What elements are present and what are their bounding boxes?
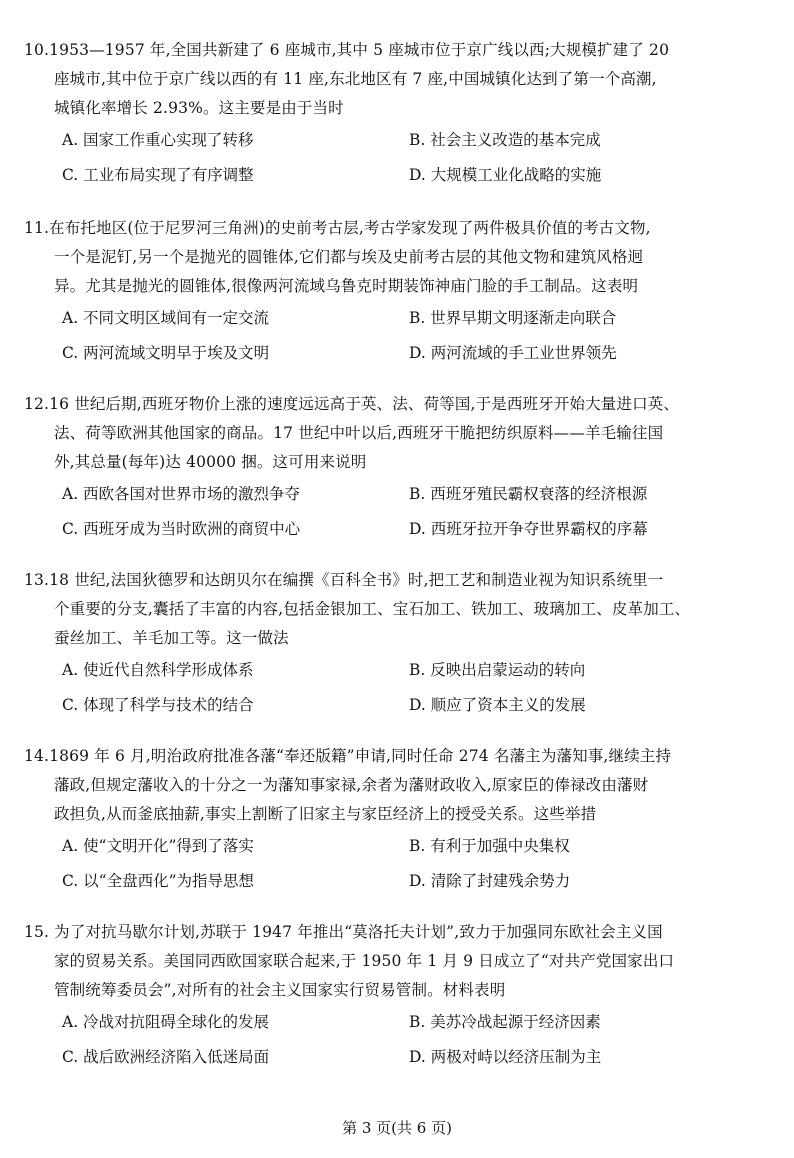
question-text-line: 政担负,从而釜底抽薪,事实上割断了旧家主与家臣经济上的授受关系。这些举措 bbox=[54, 805, 597, 823]
question-text-line: 11.在布托地区(位于尼罗河三角洲)的史前考古层,考古学家发现了两件极具价值的考古文物, bbox=[24, 219, 651, 237]
question-text-line: 13.18 世纪,法国狄德罗和达朗贝尔在编撰《百科全书》时,把工艺和制造业视为知识系统里一 bbox=[24, 571, 664, 589]
option-d[interactable]: D. 清除了封建残余势力 bbox=[409, 872, 571, 890]
question-14 bbox=[24, 742, 774, 898]
option-b[interactable]: B. 世界早期文明逐渐走向联合 bbox=[409, 309, 617, 327]
question-11 bbox=[24, 214, 774, 370]
question-text-line: 藩政,但规定藩收入的十分之一为藩知事家禄,余者为藩财政收入,原家臣的俸禄改由藩财 bbox=[54, 776, 649, 794]
question-text-line: 15. 为了对抗马歇尔计划,苏联于 1947 年推出“莫洛托夫计划”,致力于加强同东欧社会主义国 bbox=[24, 923, 663, 941]
question-text-line: 法、荷等欧洲其他国家的商品。17 世纪中叶以后,西班牙干脆把纺织原料——羊毛输往国 bbox=[54, 424, 664, 442]
question-text-line: 12.16 世纪后期,西班牙物价上涨的速度远远高于英、法、荷等国,于是西班牙开始大量进口英、 bbox=[24, 395, 680, 413]
question-13 bbox=[24, 566, 774, 722]
option-d[interactable]: D. 顺应了资本主义的发展 bbox=[409, 696, 586, 714]
question-options bbox=[24, 304, 774, 370]
question-text-line: 家的贸易关系。美国同西欧国家联合起来,于 1950 年 1 月 9 日成立了“对共产党国家出口 bbox=[54, 952, 675, 970]
question-10 bbox=[24, 36, 774, 192]
option-c[interactable]: C. 两河流域文明早于埃及文明 bbox=[62, 344, 270, 362]
option-d[interactable]: D. 西班牙拉开争夺世界霸权的序幕 bbox=[409, 520, 648, 538]
question-text-line: 14.1869 年 6 月,明治政府批准各藩“奉还版籍”申请,同时任命 274 名藩主为藩知事,继续主持 bbox=[24, 747, 672, 765]
option-c[interactable]: C. 以“全盘西化”为指导思想 bbox=[62, 872, 255, 890]
option-b[interactable]: B. 美苏冷战起源于经济因素 bbox=[409, 1013, 601, 1031]
option-b[interactable]: B. 反映出启蒙运动的转向 bbox=[409, 661, 586, 679]
option-a[interactable]: A. 冷战对抗阻碍全球化的发展 bbox=[62, 1013, 270, 1031]
question-options bbox=[24, 480, 774, 546]
option-c[interactable]: C. 工业布局实现了有序调整 bbox=[62, 166, 254, 184]
option-a[interactable]: A. 西欧各国对世界市场的激烈争夺 bbox=[62, 485, 301, 503]
question-options bbox=[24, 656, 774, 722]
question-text-line: 个重要的分支,囊括了丰富的内容,包括金银加工、宝石加工、铁加工、玻璃加工、皮革加工、 bbox=[54, 600, 691, 618]
option-b[interactable]: B. 西班牙殖民霸权衰落的经济根源 bbox=[409, 485, 648, 503]
option-d[interactable]: D. 两河流域的手工业世界领先 bbox=[409, 344, 617, 362]
page-number: 第 3 页(共 6 页) bbox=[342, 1119, 452, 1137]
option-a[interactable]: A. 使“文明开化”得到了落实 bbox=[62, 837, 254, 855]
option-d[interactable]: D. 两极对峙以经济压制为主 bbox=[409, 1048, 602, 1066]
question-text-line: 10.1953—1957 年,全国共新建了 6 座城市,其中 5 座城市位于京广线以西;大规模扩建了 20 bbox=[24, 41, 670, 59]
question-text-line: 蚕丝加工、羊毛加工等。这一做法 bbox=[54, 629, 289, 647]
option-d[interactable]: D. 大规模工业化战略的实施 bbox=[409, 166, 602, 184]
question-12 bbox=[24, 390, 774, 546]
question-text-line: 管制统筹委员会”,对所有的社会主义国家实行贸易管制。材料表明 bbox=[54, 981, 506, 999]
question-15 bbox=[24, 918, 774, 1074]
option-c[interactable]: C. 战后欧洲经济陷入低迷局面 bbox=[62, 1048, 270, 1066]
question-text-line: 一个是泥钉,另一个是抛光的圆锥体,它们都与埃及史前考古层的其他文物和建筑风格迥 bbox=[54, 248, 644, 266]
question-options bbox=[24, 832, 774, 898]
option-c[interactable]: C. 西班牙成为当时欧洲的商贸中心 bbox=[62, 520, 301, 538]
option-a[interactable]: A. 国家工作重心实现了转移 bbox=[62, 131, 254, 149]
option-a[interactable]: A. 使近代自然科学形成体系 bbox=[62, 661, 254, 679]
option-b[interactable]: B. 社会主义改造的基本完成 bbox=[409, 131, 601, 149]
question-options bbox=[24, 1008, 774, 1074]
question-text-line: 异。尤其是抛光的圆锥体,很像两河流域乌鲁克时期装饰神庙门脸的手工制品。这表明 bbox=[54, 277, 639, 295]
question-text-line: 外,其总量(每年)达 40000 捆。这可用来说明 bbox=[54, 453, 367, 471]
question-options bbox=[24, 126, 774, 192]
question-text-line: 城镇化率增长 2.93%。这主要是由于当时 bbox=[54, 99, 344, 117]
question-text-line: 座城市,其中位于京广线以西的有 11 座,东北地区有 7 座,中国城镇化达到了第一个高潮, bbox=[54, 70, 657, 88]
option-c[interactable]: C. 体现了科学与技术的结合 bbox=[62, 696, 254, 714]
option-b[interactable]: B. 有利于加强中央集权 bbox=[409, 837, 570, 855]
option-a[interactable]: A. 不同文明区域间有一定交流 bbox=[62, 309, 270, 327]
